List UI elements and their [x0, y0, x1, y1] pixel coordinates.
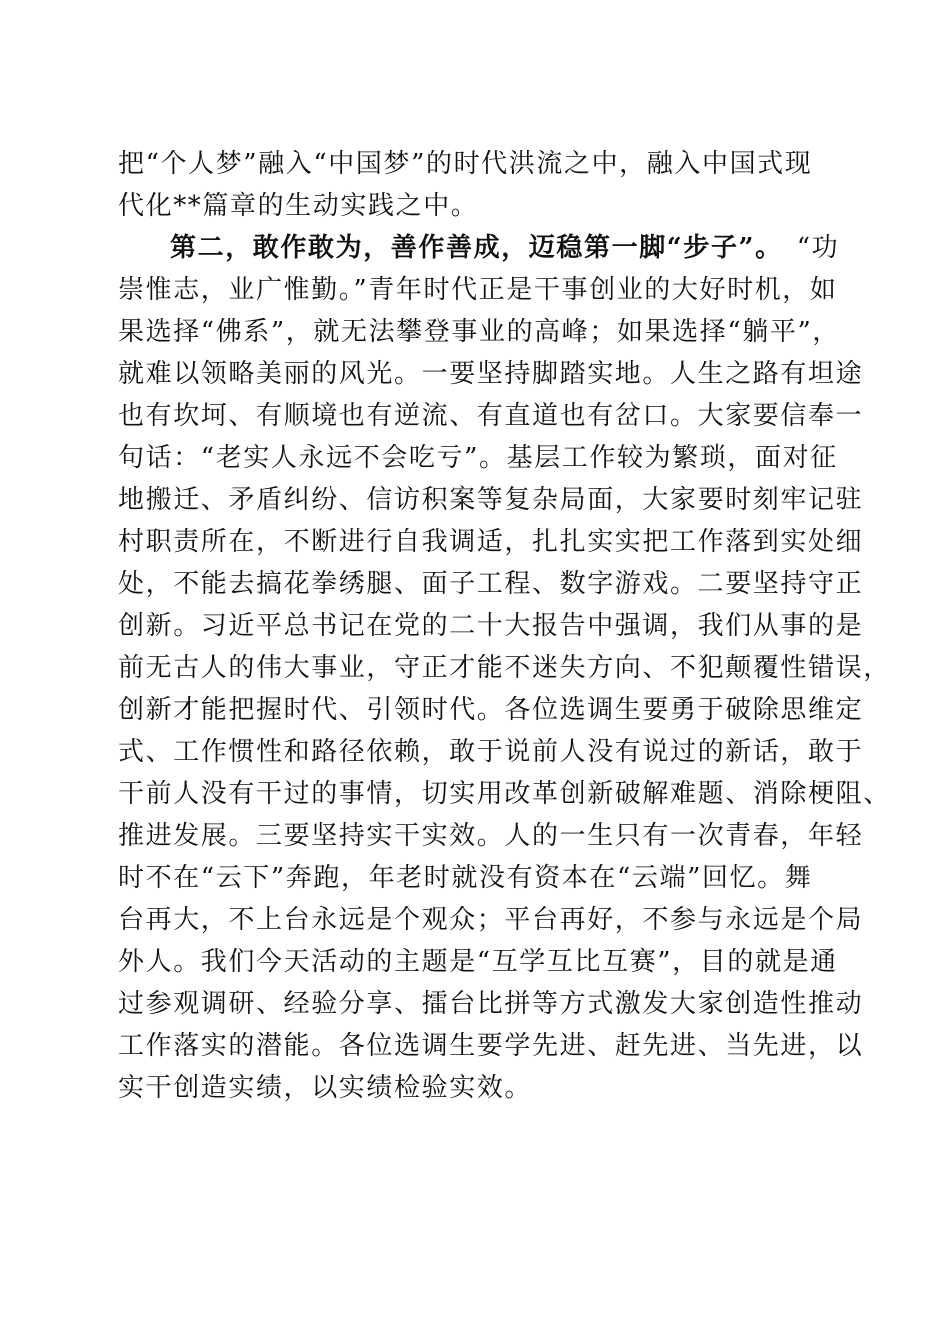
paragraph-line	[118, 227, 840, 269]
paragraph-line: 也有坎坷、有顺境也有逆流、有直道也有岔口。大家要信奉一	[118, 401, 864, 431]
paragraph-line: 村职责所在，不断进行自我调适，扎扎实实把工作落到实处细	[118, 527, 864, 557]
paragraph-line: 过参观调研、经验分享、擂台比拼等方式激发大家创造性推动	[118, 989, 864, 1019]
paragraph-line: 实干创造实绩，以实绩检验实效。	[118, 1073, 533, 1103]
paragraph-line: 地搬迁、矛盾纠纷、信访积案等复杂局面，大家要时刻牢记驻	[118, 485, 864, 515]
paragraph-line: 就难以领略美丽的风光。一要坚持脚踏实地。人生之路有坦途	[118, 359, 864, 389]
paragraph-line: 代化**篇章的生动实践之中。	[118, 191, 479, 221]
paragraph-line-rest: “功	[796, 233, 840, 263]
paragraph-line: 前无古人的伟大事业，守正才能不迷失方向、不犯颠覆性错误，	[118, 653, 891, 683]
paragraph-line: 处，不能去搞花拳绣腿、面子工程、数字游戏。二要坚持守正	[118, 569, 864, 599]
paragraph-line: 台再大，不上台永远是个观众；平台再好，不参与永远是个局	[118, 905, 864, 935]
paragraph-line: 时不在“云下”奔跑，年老时就没有资本在“云端”回忆。舞	[118, 863, 813, 893]
paragraph-line: 创新。习近平总书记在党的二十大报告中强调，我们从事的是	[118, 611, 864, 641]
section-lead-heading: 第二，敢作敢为，善作善成，迈稳第一脚“步子”。	[170, 233, 783, 263]
paragraph-line: 崇惟志，业广惟勤。”青年时代正是干事创业的大好时机，如	[118, 275, 838, 305]
paragraph-1	[118, 143, 834, 227]
paragraph-line: 干前人没有干过的事情，切实用改革创新破解难题、消除梗阻、	[118, 779, 891, 809]
paragraph-line: 推进发展。三要坚持实干实效。人的一生只有一次青春，年轻	[118, 821, 864, 851]
paragraph-line: 外人。我们今天活动的主题是“互学互比互赛”，目的就是通	[118, 947, 838, 977]
paragraph-line: 式、工作惯性和路径依赖，敢于说前人没有说过的新话，敢于	[118, 737, 864, 767]
paragraph-line: 把“个人梦”融入“中国梦”的时代洪流之中，融入中国式现	[118, 149, 813, 179]
paragraph-2	[118, 227, 891, 1109]
paragraph-line: 句话：“老实人永远不会吃亏”。基层工作较为繁琐，面对征	[118, 443, 838, 473]
paragraph-line: 果选择“佛系”，就无法攀登事业的高峰；如果选择“躺平”，	[118, 317, 840, 347]
paragraph-line: 工作落实的潜能。各位选调生要学先进、赶先进、当先进，以	[118, 1031, 864, 1061]
paragraph-line: 创新才能把握时代、引领时代。各位选调生要勇于破除思维定	[118, 695, 864, 725]
